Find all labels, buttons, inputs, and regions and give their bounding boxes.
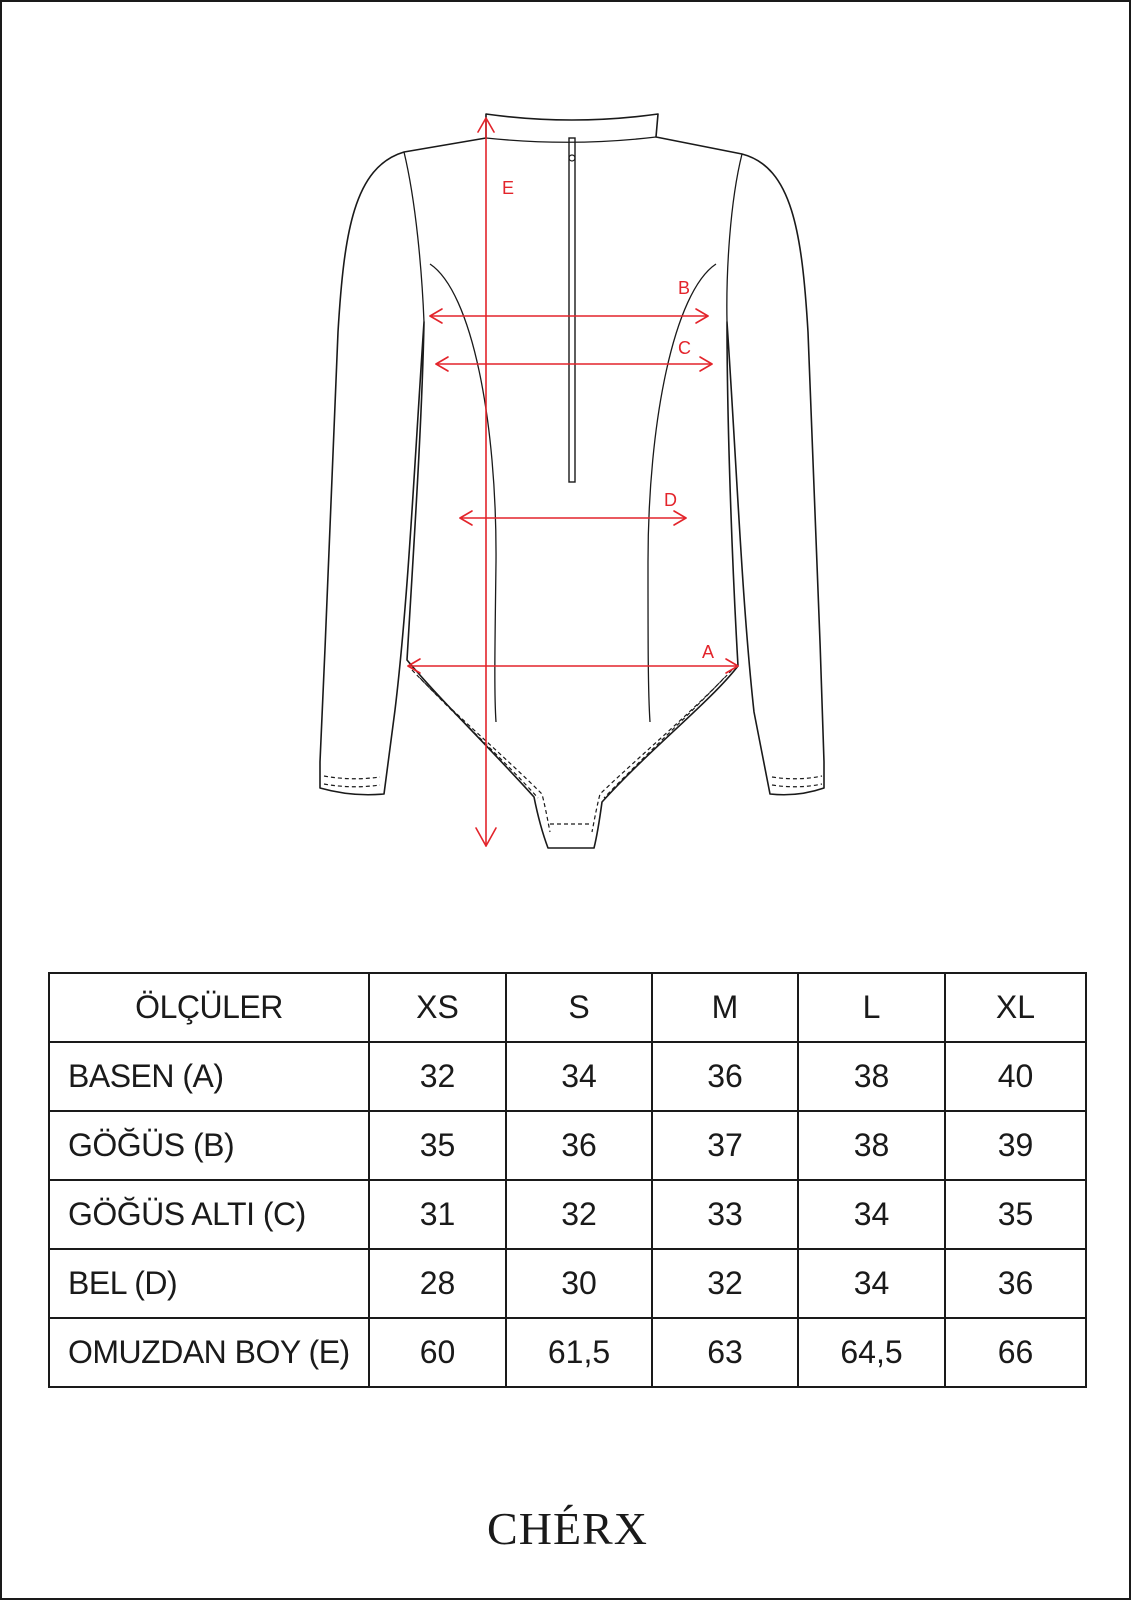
- left-cuff-stitch-2: [324, 784, 380, 787]
- right-leg-stitch: [592, 670, 732, 832]
- table-cell: 35: [369, 1111, 506, 1180]
- table-row: [49, 1180, 1086, 1249]
- measure-label-a: A: [702, 642, 715, 662]
- table-row: [49, 1318, 1086, 1387]
- table-cell: 34: [506, 1042, 652, 1111]
- header-size-xs: XS: [369, 973, 506, 1042]
- header-size-s: S: [506, 973, 652, 1042]
- table-header-row: [49, 973, 1086, 1042]
- brand-logo: CHÉRX: [487, 1503, 648, 1554]
- table-cell: 61,5: [506, 1318, 652, 1387]
- measure-a-arrow: [408, 659, 738, 673]
- header-size-xl: XL: [945, 973, 1086, 1042]
- table-cell: 38: [798, 1111, 945, 1180]
- table-cell: 36: [506, 1111, 652, 1180]
- table-cell: 40: [945, 1042, 1086, 1111]
- table-cell: 28: [369, 1249, 506, 1318]
- table-cell: 34: [798, 1180, 945, 1249]
- table-cell: 37: [652, 1111, 798, 1180]
- measure-e-arrow: [476, 118, 496, 846]
- row-label: OMUZDAN BOY (E): [49, 1318, 369, 1387]
- measure-label-e: E: [502, 178, 515, 198]
- left-armhole-seam: [404, 152, 424, 322]
- table-row: [49, 1249, 1086, 1318]
- bodysuit-outline: [320, 114, 824, 848]
- row-label: GÖĞÜS (B): [49, 1111, 369, 1180]
- table-cell: 38: [798, 1042, 945, 1111]
- row-label: BASEN (A): [49, 1042, 369, 1111]
- measure-label-d: D: [664, 490, 677, 510]
- left-leg-stitch: [412, 670, 550, 832]
- zipper: [569, 138, 575, 482]
- table-cell: 31: [369, 1180, 506, 1249]
- table-cell: 36: [945, 1249, 1086, 1318]
- table-cell: 32: [652, 1249, 798, 1318]
- bodysuit-technical-drawing: [2, 2, 1131, 902]
- row-label: BEL (D): [49, 1249, 369, 1318]
- measure-label-b: B: [678, 278, 691, 298]
- table-cell: 64,5: [798, 1318, 945, 1387]
- right-cuff-stitch-2: [772, 784, 822, 787]
- zipper-pull: [569, 155, 575, 161]
- table-cell: 34: [798, 1249, 945, 1318]
- table-cell: 36: [652, 1042, 798, 1111]
- table-cell: 35: [945, 1180, 1086, 1249]
- right-cuff-stitch: [772, 776, 822, 779]
- table-cell: 60: [369, 1318, 506, 1387]
- table-row: [49, 1111, 1086, 1180]
- left-cuff-stitch: [324, 776, 380, 779]
- measure-d-arrow: [460, 511, 686, 525]
- right-armhole-seam: [727, 154, 742, 322]
- header-measures: ÖLÇÜLER: [49, 973, 369, 1042]
- table-row: [49, 1042, 1086, 1111]
- table-cell: 33: [652, 1180, 798, 1249]
- measure-c-arrow: [436, 357, 712, 371]
- table-cell: 66: [945, 1318, 1086, 1387]
- table-cell: 30: [506, 1249, 652, 1318]
- table-cell: 32: [369, 1042, 506, 1111]
- size-table: [48, 972, 1087, 1388]
- header-size-l: L: [798, 973, 945, 1042]
- row-label: GÖĞÜS ALTI (C): [49, 1180, 369, 1249]
- table-cell: 63: [652, 1318, 798, 1387]
- table-cell: 39: [945, 1111, 1086, 1180]
- header-size-m: M: [652, 973, 798, 1042]
- measure-label-c: C: [678, 338, 691, 358]
- table-cell: 32: [506, 1180, 652, 1249]
